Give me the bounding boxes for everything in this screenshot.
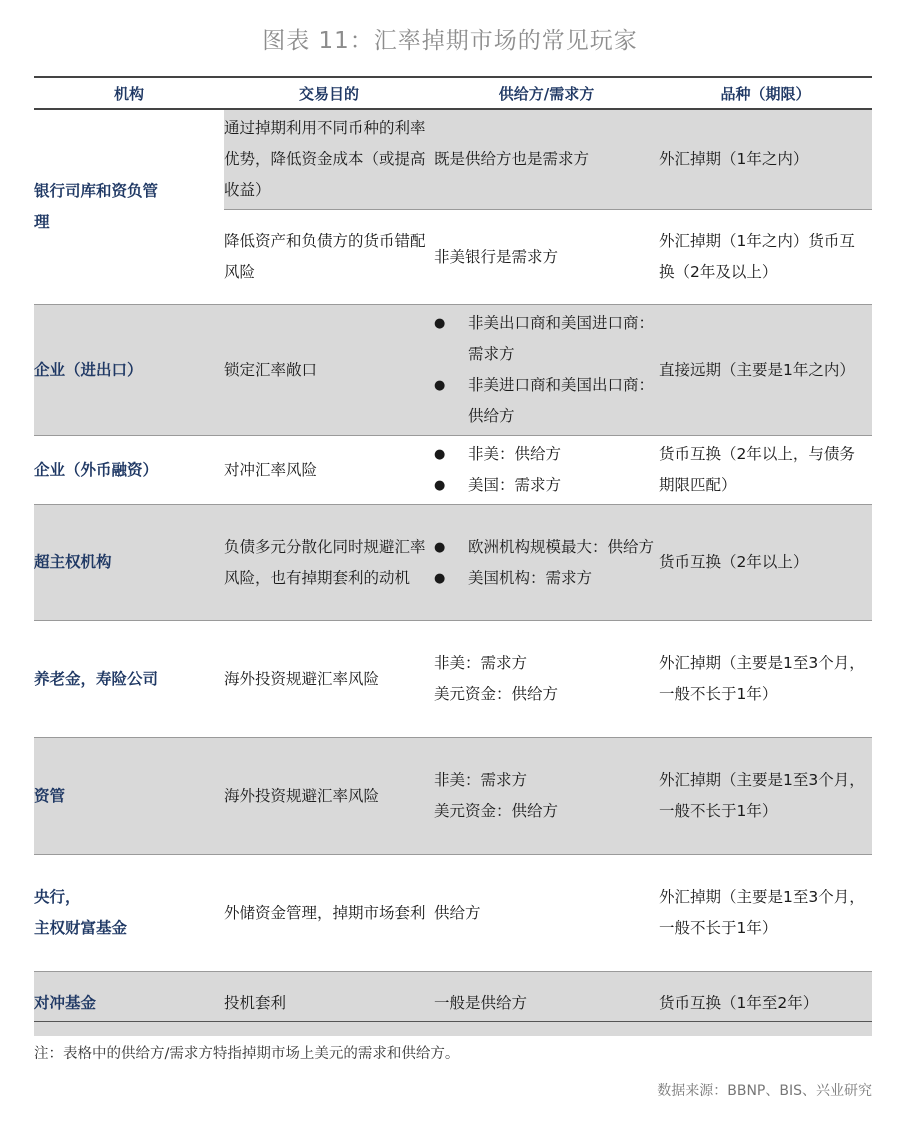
bullet-icon: ● bbox=[434, 570, 446, 586]
institution-cell bbox=[34, 855, 224, 972]
bullet-text: 美国：需求方 bbox=[468, 476, 562, 494]
bullet-icon: ● bbox=[434, 539, 446, 555]
table-header-row bbox=[34, 78, 872, 109]
purpose-cell: 海外投资规避汇率风险 bbox=[224, 621, 434, 738]
bullet-icon: ● bbox=[434, 447, 446, 462]
bullet-icon: ● bbox=[434, 316, 446, 331]
table-row bbox=[34, 109, 872, 210]
product-cell: 外汇掉期（1年之内）货币互换（2年及以上） bbox=[659, 210, 872, 305]
purpose-cell: 负债多元分散化同时规避汇率风险，也有掉期套利的动机 bbox=[224, 505, 434, 621]
table-row bbox=[34, 436, 872, 505]
table-note: 注：表格中的供给方/需求方特指掉期市场上美元的需求和供给方。 bbox=[34, 1046, 460, 1062]
purpose-cell: 通过掉期利用不同币种的利率优势，降低资金成本（或提高收益） bbox=[224, 109, 434, 210]
supply-cell bbox=[434, 436, 659, 505]
table-row bbox=[34, 972, 872, 1036]
header-product: 品种（期限） bbox=[659, 78, 872, 109]
bullet-item bbox=[434, 439, 655, 470]
product-cell: 外汇掉期（1年之内） bbox=[659, 109, 872, 210]
bullet-icon: ● bbox=[434, 378, 446, 393]
table-row bbox=[34, 855, 872, 972]
supply-line: 美元资金：供给方 bbox=[434, 685, 559, 703]
institution-cell: 超主权机构 bbox=[34, 505, 224, 621]
header-purpose: 交易目的 bbox=[224, 78, 434, 109]
product-cell: 外汇掉期（主要是1至3个月，一般不长于1年） bbox=[659, 855, 872, 972]
supply-cell: 一般是供给方 bbox=[434, 972, 659, 1036]
institution-label: 银行司库和资负管理 bbox=[34, 182, 159, 231]
purpose-cell: 海外投资规避汇率风险 bbox=[224, 738, 434, 855]
bullet-item bbox=[434, 308, 655, 370]
bullet-text: 欧洲机构规模最大：供给方 bbox=[468, 537, 655, 556]
table-row bbox=[34, 738, 872, 855]
bullet-text: 美国机构：需求方 bbox=[468, 568, 593, 587]
supply-line: 非美：需求方 bbox=[434, 771, 528, 789]
purpose-cell: 对冲汇率风险 bbox=[224, 436, 434, 505]
purpose-cell: 外储资金管理，掉期市场套利 bbox=[224, 855, 434, 972]
bullet-item bbox=[434, 563, 655, 594]
bullet-text: 非美出口商和美国进口商：需求方 bbox=[468, 314, 655, 363]
product-cell: 货币互换（2年以上） bbox=[659, 505, 872, 621]
bullet-text: 非美进口商和美国出口商：供给方 bbox=[468, 376, 655, 425]
players-table bbox=[34, 78, 872, 1036]
supply-cell bbox=[434, 305, 659, 436]
product-cell: 外汇掉期（主要是1至3个月，一般不长于1年） bbox=[659, 738, 872, 855]
institution-cell: 企业（进出口） bbox=[34, 305, 224, 436]
bullet-item bbox=[434, 470, 655, 501]
product-cell: 直接远期（主要是1年之内） bbox=[659, 305, 872, 436]
supply-cell bbox=[434, 505, 659, 621]
bullet-item bbox=[434, 532, 655, 563]
institution-cell: 企业（外币融资） bbox=[34, 436, 224, 505]
header-institution: 机构 bbox=[34, 78, 224, 109]
table-row bbox=[34, 505, 872, 621]
institution-line: 主权财富基金 bbox=[34, 919, 128, 937]
purpose-cell: 投机套利 bbox=[224, 972, 434, 1036]
page-title: 图表 11：汇率掉期市场的常见玩家 bbox=[262, 28, 638, 54]
supply-cell bbox=[434, 621, 659, 738]
supply-cell: 非美银行是需求方 bbox=[434, 210, 659, 305]
institution-cell: 资管 bbox=[34, 738, 224, 855]
product-cell: 货币互换（2年以上，与债务期限匹配） bbox=[659, 436, 872, 505]
supply-cell bbox=[434, 738, 659, 855]
bullet-text: 非美：供给方 bbox=[468, 445, 562, 463]
supply-cell: 供给方 bbox=[434, 855, 659, 972]
supply-line: 非美：需求方 bbox=[434, 654, 528, 672]
table-row bbox=[34, 621, 872, 738]
table-row bbox=[34, 305, 872, 436]
product-cell: 货币互换（1年至2年） bbox=[659, 972, 872, 1036]
institution-cell: 对冲基金 bbox=[34, 972, 224, 1036]
header-supply-demand: 供给方/需求方 bbox=[434, 78, 659, 109]
supply-cell: 既是供给方也是需求方 bbox=[434, 109, 659, 210]
bullet-item bbox=[434, 370, 655, 432]
purpose-cell: 降低资产和负债方的货币错配风险 bbox=[224, 210, 434, 305]
table-bottom-rule bbox=[34, 1021, 872, 1022]
bullet-icon: ● bbox=[434, 478, 446, 493]
purpose-cell: 锁定汇率敞口 bbox=[224, 305, 434, 436]
data-source: 数据来源：BBNP、BIS、兴业研究 bbox=[657, 1083, 872, 1099]
product-cell: 外汇掉期（主要是1至3个月，一般不长于1年） bbox=[659, 621, 872, 738]
supply-line: 美元资金：供给方 bbox=[434, 802, 559, 820]
institution-line: 央行， bbox=[34, 888, 81, 906]
institution-cell: 养老金，寿险公司 bbox=[34, 621, 224, 738]
institution-cell bbox=[34, 109, 224, 305]
